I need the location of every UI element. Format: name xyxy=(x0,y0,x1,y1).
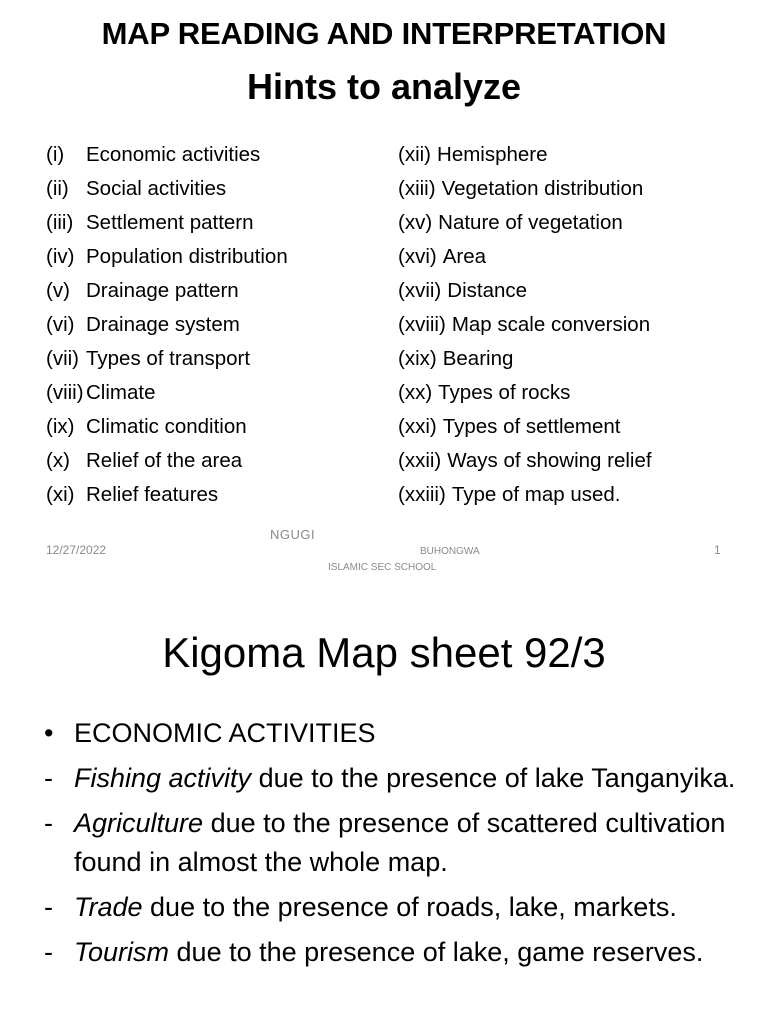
hint-number: (viii) xyxy=(46,381,84,404)
hint-item xyxy=(46,308,386,342)
hint-item xyxy=(398,240,738,274)
hint-item xyxy=(398,172,738,206)
hints-list-left xyxy=(46,138,386,512)
hint-item xyxy=(398,478,738,512)
item-emphasis: Trade xyxy=(74,892,143,922)
hint-item xyxy=(398,342,738,376)
hint-number: (iii) xyxy=(46,211,74,234)
hint-item xyxy=(46,274,386,308)
hint-text: Climatic condition xyxy=(86,415,247,438)
hint-number: (vi) xyxy=(46,313,75,336)
footer-page-number: 1 xyxy=(714,543,721,557)
list-item xyxy=(44,804,744,882)
hint-number: (xiii) xyxy=(398,177,436,200)
hint-text: Ways of showing relief xyxy=(447,449,652,472)
hint-text: Type of map used. xyxy=(451,483,621,506)
hint-number: (xvi) xyxy=(398,245,437,268)
item-emphasis: Agriculture xyxy=(74,808,204,838)
hint-item xyxy=(398,444,738,478)
hint-text: Drainage pattern xyxy=(86,279,239,302)
hint-number: (xvii) xyxy=(398,279,442,302)
hint-number: (xix) xyxy=(398,347,437,370)
hint-text: Types of rocks xyxy=(438,381,571,404)
hint-item xyxy=(46,172,386,206)
hint-text: Relief features xyxy=(86,483,219,506)
item-emphasis: Tourism xyxy=(74,937,170,967)
hint-number: (xii) xyxy=(398,143,432,166)
hint-number: (vii) xyxy=(46,347,80,370)
hint-text: Social activities xyxy=(86,177,227,200)
hint-number: (xviii) xyxy=(398,313,446,336)
hint-item xyxy=(398,138,738,172)
hint-item xyxy=(46,376,386,410)
hint-text: Population distribution xyxy=(86,245,288,268)
item-text: due to the presence of lake Tanganyika. xyxy=(251,763,736,793)
hint-item xyxy=(46,410,386,444)
hint-text: Drainage system xyxy=(86,313,240,336)
slide-subtitle: Hints to analyze xyxy=(246,66,522,107)
hint-item xyxy=(46,478,386,512)
hint-text: Hemisphere xyxy=(437,143,548,166)
hint-item xyxy=(398,274,738,308)
dash-marker: - xyxy=(44,892,53,922)
footer-author: NGUGI xyxy=(270,527,316,542)
hint-number: (iv) xyxy=(46,245,75,268)
hint-text: Types of settlement xyxy=(442,415,621,438)
list-item xyxy=(44,933,744,972)
hint-number: (xx) xyxy=(398,381,433,404)
hint-text: Distance xyxy=(447,279,528,302)
slide-title: Kigoma Map sheet 92/3 xyxy=(162,629,606,676)
hint-text: Map scale conversion xyxy=(451,313,651,336)
hint-number: (xxiii) xyxy=(398,483,446,506)
hint-number: (ix) xyxy=(46,415,75,438)
bullet-marker: • xyxy=(44,718,54,748)
economic-activities-list xyxy=(44,714,744,978)
list-item xyxy=(44,759,744,798)
hint-item xyxy=(398,376,738,410)
item-text: ECONOMIC ACTIVITIES xyxy=(74,718,376,748)
list-item xyxy=(44,714,744,753)
slide-title: MAP READING AND INTERPRETATION xyxy=(101,16,667,51)
item-emphasis: Fishing activity xyxy=(74,763,252,793)
item-text: due to the presence of lake, game reserves. xyxy=(169,937,704,967)
hint-number: (i) xyxy=(46,143,65,166)
hints-list-right xyxy=(398,138,738,512)
hint-text: Economic activities xyxy=(86,143,261,166)
footer-school-line2: ISLAMIC SEC SCHOOL xyxy=(328,562,437,573)
slide-kigoma xyxy=(0,590,768,1024)
hint-item xyxy=(46,240,386,274)
hint-item xyxy=(398,410,738,444)
hint-number: (ii) xyxy=(46,177,69,200)
list-item xyxy=(44,888,744,927)
hint-number: (xxii) xyxy=(398,449,442,472)
hint-text: Relief of the area xyxy=(86,449,243,472)
hint-number: (xxi) xyxy=(398,415,437,438)
hint-text: Climate xyxy=(86,381,156,404)
hint-item xyxy=(46,206,386,240)
hint-text: Bearing xyxy=(442,347,514,370)
item-text: due to the presence of roads, lake, markets. xyxy=(142,892,677,922)
hint-item xyxy=(398,308,738,342)
hint-number: (xv) xyxy=(398,211,433,234)
hint-number: (x) xyxy=(46,449,70,472)
hint-number: (xi) xyxy=(46,483,75,506)
dash-marker: - xyxy=(44,808,53,838)
hint-number: (v) xyxy=(46,279,70,302)
hint-item xyxy=(398,206,738,240)
footer-school-line1: BUHONGWA xyxy=(420,546,480,557)
hint-item xyxy=(46,444,386,478)
hint-item xyxy=(46,342,386,376)
hint-item xyxy=(46,138,386,172)
item-text: due to the presence of scattered cultivation found in almost the whole map. xyxy=(74,808,726,877)
hint-text: Nature of vegetation xyxy=(438,211,623,234)
hint-text: Area xyxy=(442,245,487,268)
dash-marker: - xyxy=(44,763,53,793)
hint-text: Settlement pattern xyxy=(86,211,254,234)
hint-text: Vegetation distribution xyxy=(441,177,644,200)
dash-marker: - xyxy=(44,937,53,967)
hint-text: Types of transport xyxy=(86,347,251,370)
footer-date: 12/27/2022 xyxy=(46,543,107,557)
